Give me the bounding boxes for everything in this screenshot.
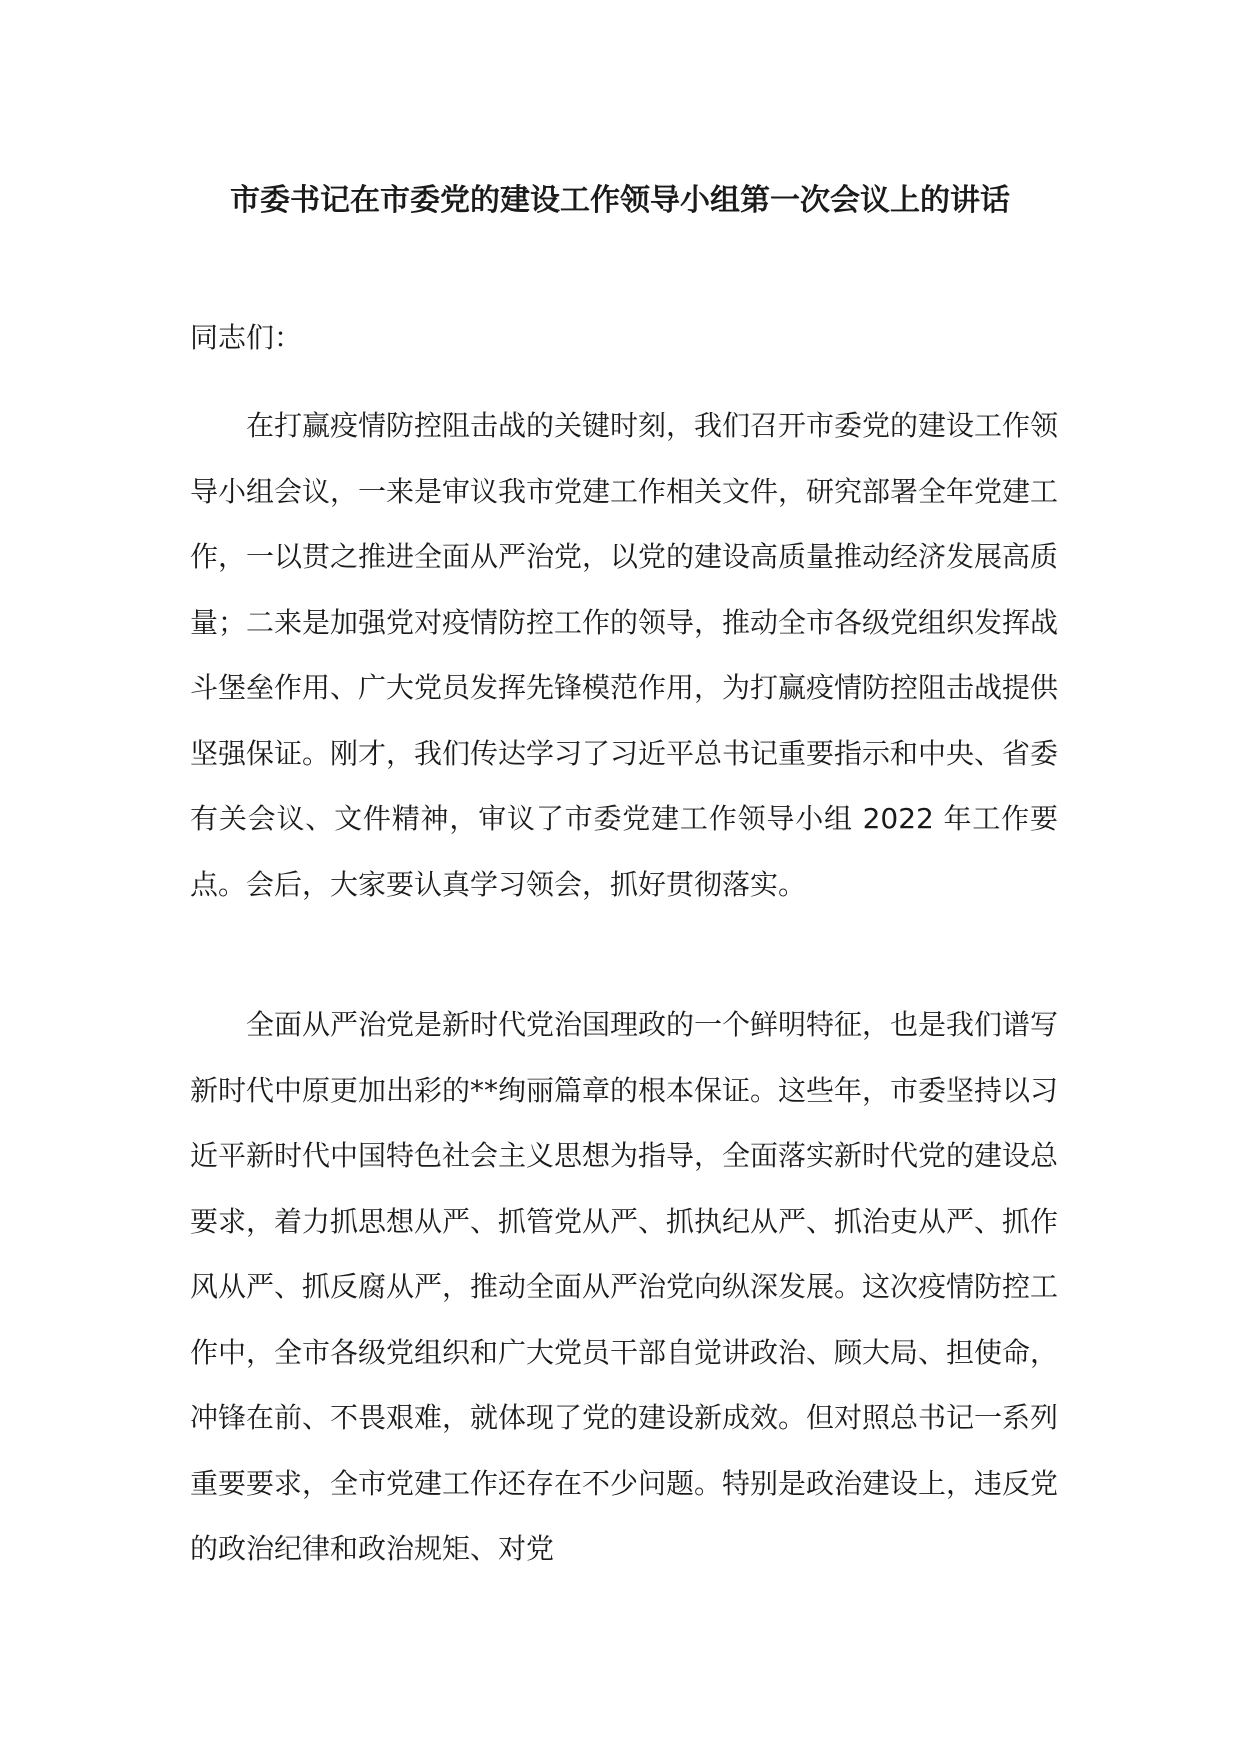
paragraph-2: 全面从严治党是新时代党治国理政的一个鲜明特征，也是我们谱写新时代中原更加出彩的**绚丽篇章的根本保证。这些年，市委坚持以习近平新时代中国特色社会主义思想为指导，全面落实新时代党的建设总要求，着力抓思想从严、抓管党从严、抓执纪从严、抓治吏从严、抓作风从严、抓反腐从严，推动全面从严治党向纵深发展。这次疫情防控工作中，全市各级党组织和广大党员干部自觉讲政治、顾大局、担使命，冲锋在前、不畏艰难，就体现了党的建设新成效。但对照总书记一系列重要要求，全市党建工作还存在不少问题。特别是政治建设上，违反党的政治纪律和政治规矩、对党 <box>190 1008 1059 1565</box>
salutation: 同志们： <box>190 321 303 354</box>
paragraph-1: 在打赢疫情防控阻击战的关键时刻，我们召开市委党的建设工作领导小组会议，一来是审议我市党建工作相关文件，研究部署全年党建工作，一以贯之推进全面从严治党，以党的建设高质量推动经济发展高质量；二来是加强党对疫情防控工作的领导，推动全市各级党组织发挥战斗堡垒作用、广大党员发挥先锋模范作用，为打赢疫情防控阻击战提供坚强保证。刚才，我们传达学习了习近平总书记重要指示和中央、省委有关会议、文件精神，审议了市委党建工作领导小组 2022 年工作要点。会后，大家要认真学习领会，抓好贯彻落实。 <box>190 409 1059 901</box>
document-title: 市委书记在市委党的建设工作领导小组第一次会议上的讲话 <box>230 183 1010 218</box>
